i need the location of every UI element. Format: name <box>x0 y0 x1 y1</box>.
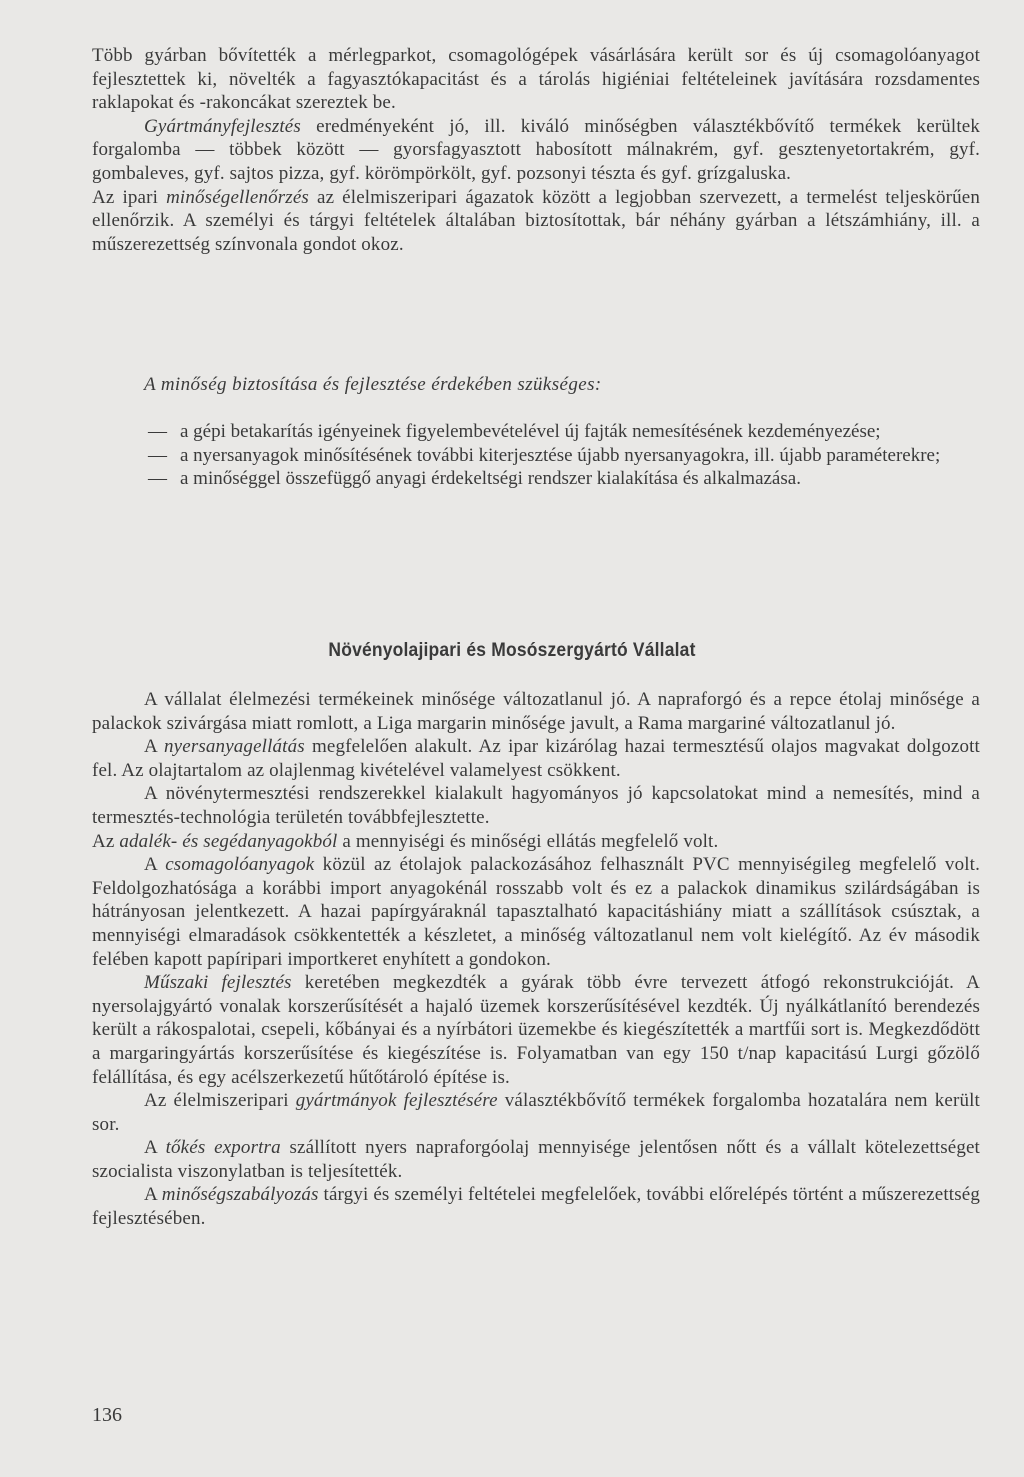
paragraph-text: Az <box>92 830 120 852</box>
paragraph <box>92 971 980 1089</box>
paragraph <box>92 1089 980 1136</box>
dash-bullet: — <box>148 468 167 490</box>
paragraph <box>92 1136 980 1183</box>
paragraph-text: keretében megkezdték a gyárak több évre tervezett átfogó rekonstrukcióját. A nyersolajgyártó vonalak korszerűsítését a hajaló üzemek korszerűsítésével kezdték. Új nyálkátlanító berendezés került a rákospalotai, csepeli, kőbányai és a nyírbátori üzemekbe és kiegészítették a martfűi sort is. Megkezdődött a margaringyártás korszerűsítése és kiegészítése is. Folyamatban van egy 150 t/nap kapacitású Lurgi gőzölő felállítása, és egy acélszerkezetű hűtőtároló építése is. <box>92 972 980 1088</box>
paragraph <box>92 186 980 257</box>
emphasis: minőségellenőrzés <box>166 186 309 208</box>
requirements-list <box>92 420 980 491</box>
section-title: Növényolajipari és Mosószergyártó Vállalat <box>328 640 696 661</box>
dash-bullet: — <box>148 421 167 442</box>
list-item-text: a minőséggel összefüggő anyagi érdekeltségi rendszer kialakítása és alkalmazása. <box>180 468 801 490</box>
emphasis: Gyártmányfejlesztés <box>144 115 301 137</box>
paragraph <box>92 853 980 971</box>
list-item-text: a gépi betakarítás igényeinek figyelembevételével új fajták nemesítésének kezdeményezése; <box>180 421 881 442</box>
paragraph-text: A <box>144 854 166 876</box>
paragraph <box>92 44 980 115</box>
paragraph-text: A <box>144 1137 166 1159</box>
section-text <box>92 688 980 1231</box>
paragraph-text: A <box>144 1184 162 1206</box>
paragraph-text: A növénytermesztési rendszerekkel kialakult hagyományos jó kapcsolatokat mind a nemesítés, mind a termesztés-technológia területén továbbfejlesztette. <box>92 783 980 828</box>
paragraph <box>92 830 980 854</box>
paragraph-text: a mennyiségi és minőségi ellátás megfelelő volt. <box>337 830 719 852</box>
paragraph <box>92 782 980 829</box>
intro-text <box>92 44 980 256</box>
paragraph-text: tárgyi és személyi feltételei megfelelőek, további előrelépés történt a műszerezettség fejlesztésében. <box>92 1184 980 1230</box>
emphasis: csomagolóanyagok <box>165 854 315 876</box>
paragraph-text: A vállalat élelmezési termékeinek minősége változatlanul jó. A napraforgó és a repce étolaj minősége a palackok szivárgása miatt romlott, a Liga margarin minősége javult, a Rama margariné változatlanul jó. <box>92 689 980 734</box>
list-item <box>92 444 980 468</box>
requirements-heading: A minőség biztosítása és fejlesztése érdekében szükséges: <box>144 374 602 395</box>
paragraph-text: eredményeként jó, ill. kiváló minőségben választékbővítő termékek kerültek forgalomba — többek között — gyorsfagyasztott habosított málnakrém, gyf. gesztenyetortakrém, gyf. gombaleves, gyf. sajtos pizza, gyf. körömpörkölt, gyf. pozsonyi tészta és gyf. grízgaluska. <box>92 115 980 184</box>
paragraph-text: A <box>144 736 164 758</box>
paragraph-text: szállított nyers napraforgóolaj mennyisége jelentősen nőtt és a vállalt kötelezettséget szocialista viszonylatban is teljesítették. <box>92 1137 980 1182</box>
paragraph-text: választékbővítő termékek forgalomba hozatalára nem került sor. <box>92 1090 980 1135</box>
page-number: 136 <box>92 1404 122 1426</box>
emphasis: nyersanyagellátás <box>164 736 305 758</box>
paragraph-text: közül az étolajok palackozásához felhasznált PVC mennyiségileg megfelelő volt. Feldolgozhatósága a korábbi import anyagokénál rosszabb volt és ez a palackok dinamikus szilárdságában is hátrányosan jelentkezett. A hazai papírgyáraknál tapasztalható kapacitáshiány miatt a szállítások csúsztak, a mennyiségi elmaradások csökkentették a készletet, a minőség változatlanul nem volt kielégítő. Az év második felében kapott papíripari importkeret enyhített a gondokon. <box>92 854 980 970</box>
dash-bullet: — <box>148 444 167 466</box>
paragraph-text: Az élelmiszeripari <box>144 1090 296 1112</box>
paragraph <box>92 115 980 186</box>
list-item <box>92 467 980 491</box>
emphasis: gyártmányok fejlesztésére <box>295 1090 498 1112</box>
list-item-text: a nyersanyagok minősítésének további kiterjesztése újabb nyersanyagokra, ill. újabb paraméterekre; <box>180 444 941 466</box>
emphasis: adalék- és segédanyagokból <box>119 830 338 852</box>
paragraph-text: az élelmiszeripari ágazatok között a legjobban szervezett, a termelést teljeskörűen ellenőrzik. A személyi és tárgyi feltételek általában biztosítottak, bár néhány gyárban a létszámhiány, ill. a műszerezettség színvonala gondot okoz. <box>92 186 980 255</box>
emphasis: minőségszabályozás <box>161 1184 319 1206</box>
paragraph-text: megfelelően alakult. Az ipar kizárólag hazai termesztésű olajos magvakat dolgozott fel. Az olajtartalom az olajlenmag kivételével valamelyest csökkent. <box>92 736 980 781</box>
paragraph <box>92 688 980 735</box>
paragraph <box>92 735 980 782</box>
list-item <box>92 420 980 444</box>
emphasis: tőkés exportra <box>165 1137 281 1159</box>
paragraph-text: Az ipari <box>92 186 167 208</box>
paragraph-text: Több gyárban bővítették a mérlegparkot, csomagológépek vásárlására került sor és új csomagolóanyagot fejlesztettek ki, növelték a fagyasztókapacitást és a tárolás higiéniai feltételeinek javítására rozsdamentes raklapokat és -rakoncákat szereztek be. <box>92 45 980 114</box>
emphasis: Műszaki fejlesztés <box>144 972 292 994</box>
paragraph <box>92 1183 980 1230</box>
